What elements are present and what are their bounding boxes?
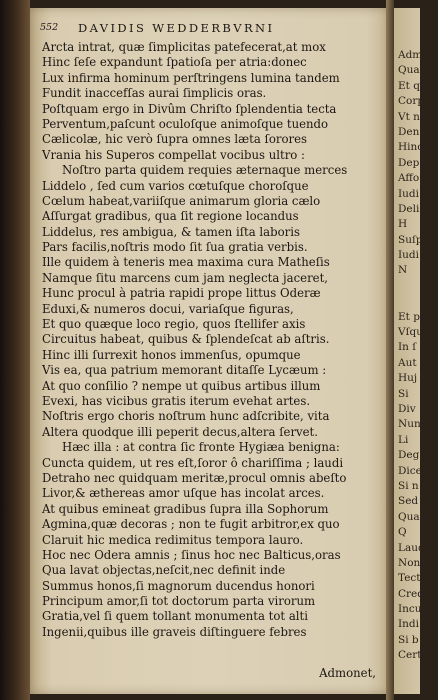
text-line: Hinc illi ſurrexit honos immenſus, opumque — [42, 347, 301, 362]
facing-page-fragment: Incu — [398, 603, 422, 616]
facing-page-fragment: Non — [398, 556, 421, 569]
facing-page-edge — [394, 8, 427, 694]
facing-page-fragment: Corp — [398, 95, 425, 108]
catchword: Admonet, — [319, 666, 376, 680]
text-line: Lux infirma hominum perſtringens lumina tandem — [42, 70, 340, 85]
facing-page-fragment: Dep — [398, 156, 420, 169]
facing-page-fragment: Nun — [398, 418, 421, 431]
facing-page-fragment: Si b — [398, 633, 419, 646]
text-line: Noſtro parta quidem requies æternaque merces — [62, 163, 348, 178]
facing-page-fragment: In ſ — [398, 341, 417, 354]
facing-page-fragment: Et p — [398, 310, 420, 323]
facing-page-fragment: Cert — [398, 649, 422, 662]
facing-page-fragment: Aut p — [398, 356, 427, 369]
facing-page-fragment: Den — [398, 125, 420, 138]
facing-page-fragment: Huj — [398, 372, 418, 385]
facing-page-fragment: Qua — [398, 510, 420, 523]
text-line: Cuncta quidem, ut res eſt,ſoror ô chariſſima ; laudi — [42, 455, 344, 470]
text-line: Hinc ſeſe expandunt ſpatioſa per atria:donec — [42, 55, 307, 70]
text-line: Agmina,quæ decoras ; non te fugit arbitror,ex quo — [42, 517, 340, 532]
facing-page-fragment: Li — [398, 433, 409, 446]
facing-page-fragment: Q — [398, 526, 407, 539]
facing-page-fragment: Div — [398, 402, 416, 415]
text-line: Hunc procul à patria rapidi prope littus Oderæ — [42, 286, 321, 301]
facing-page-fragment: Affo — [398, 172, 420, 185]
text-line: Summus honos,ſi magnorum ducendus honori — [42, 578, 315, 593]
text-line: Arcta intrat, quæ ſimplicitas patefecerat,at mox — [42, 40, 326, 54]
facing-page-fragment: Deli — [398, 202, 420, 215]
facing-page-fragment: Deg — [398, 449, 420, 462]
text-line: Cœlum habeat,variiſque animarum gloria cælo — [42, 193, 321, 208]
facing-page-fragment: Et q — [398, 79, 420, 92]
facing-page-fragment: Vſqu — [398, 326, 423, 339]
text-line: Et quo quæque loco regio, quos ſtellifer axis — [42, 317, 306, 332]
facing-page-fragment: Indi — [398, 618, 419, 631]
page-number: 552 — [40, 22, 59, 33]
text-line: Fundit inaccefſas aurai ſimplicis oras. — [42, 86, 267, 101]
text-line: Qua lavat objectas,neſcit,nec definit inde — [42, 563, 286, 578]
facing-page-fragment: Si n — [398, 479, 419, 492]
text-line: Aſſurgat gradibus, qua ſit regione locandus — [42, 209, 299, 224]
text-line: Hoc nec Odera amnis ; ſinus hoc nec Balticus,oras — [42, 547, 341, 562]
text-line: Livor,& æthereas amor uſque has incolat arces. — [42, 486, 325, 501]
book-spine — [0, 0, 30, 700]
running-head: DAVIDIS WEDDERBVRNI — [78, 21, 275, 35]
text-line: Eduxi,& numeros docui, variaſque figuras, — [42, 301, 294, 316]
text-line: Cælicolæ, hic verò ſupra omnes læta ſorores — [42, 132, 307, 147]
text-line: Detraho nec quidquam meritæ,procul omnis abeſto — [42, 470, 347, 485]
facing-page-fragment: Hinc — [398, 141, 424, 154]
text-line: Liddelo , ſed cum varios cœtuſque choroſque — [42, 178, 309, 193]
facing-page-fragment: N — [398, 264, 408, 277]
page-gutter — [386, 0, 394, 700]
facing-page-fragment: Adm — [398, 49, 423, 61]
facing-page-fragment: Vt n — [398, 110, 420, 123]
facing-page-fragment: Iudi — [398, 249, 419, 262]
text-line: Ille quidem à teneris mea maxima cura Matheſis — [42, 255, 330, 270]
text-line: Principum amor,ſi tot doctorum parta virorum — [42, 594, 316, 609]
text-line: At quo conſilio ? nempe ut quibus artibus illum — [42, 378, 321, 393]
facing-page-fragment: Iudi — [398, 187, 419, 200]
text-line: Vrania his Superos compellat vocibus ultro : — [42, 147, 305, 162]
text-line: Hæc illa : at contra ſic fronte Hygiæa benigna: — [62, 440, 340, 455]
text-line: Poſtquam ergo in Divûm Chriſto ſplendentia tecta — [42, 101, 337, 116]
facing-page-fragment: Sed — [398, 495, 419, 508]
text-line: Circuitus habeat, quibus & ſplendeſcat ab aſtris. — [42, 332, 330, 347]
facing-page-fragment: H — [398, 218, 408, 231]
text-line: Ingenii,quibus ille graveis diſtinguere febres — [42, 624, 307, 639]
facing-page-fragment: Si — [398, 387, 409, 400]
facing-page-fragment: Tect — [398, 572, 421, 585]
page-header — [40, 18, 380, 38]
text-line: At quibus emineat gradibus ſupra illa Sophorum — [42, 501, 329, 516]
facing-page-fragment: Dice — [398, 464, 422, 477]
text-line: Vis ea, qua patrium memorant ditaſſe Lycæum : — [42, 363, 327, 378]
book-page — [30, 8, 388, 694]
facing-page-fragment — [398, 279, 438, 294]
facing-page-fragments — [398, 48, 438, 664]
text-line: Claruit hic medica redimitus tempora lauro. — [42, 532, 304, 547]
text-line: Altera quodque illi peperit decus,altera ſervet. — [42, 424, 318, 439]
text-line: Gratia,vel ſi quem tollant monumenta tot alti — [42, 609, 308, 624]
facing-page-fragment: Qua — [398, 64, 420, 77]
text-line: Evexi, has vicibus gratis iterum evehat artes. — [42, 393, 311, 408]
facing-page-fragment: Laud — [398, 541, 425, 554]
facing-page-fragment — [398, 294, 438, 309]
facing-page-fragment: Cred — [398, 587, 424, 600]
text-line: Liddelus, res ambigua, & tamen iſta laboris — [42, 224, 300, 239]
text-line: Pars facilis,noſtris modo ſit ſua gratia verbis. — [42, 240, 308, 255]
verse-text — [42, 40, 388, 640]
text-line: Perventum,paſcunt oculoſque animoſque tuendo — [42, 116, 329, 131]
facing-page-fragment: Suſp — [398, 233, 423, 246]
text-line: Noſtris ergo choris noſtrum hunc adſcribite, vita — [42, 409, 330, 424]
text-line: Namque ſitu marcens cum jam neglecta jaceret, — [42, 270, 328, 285]
